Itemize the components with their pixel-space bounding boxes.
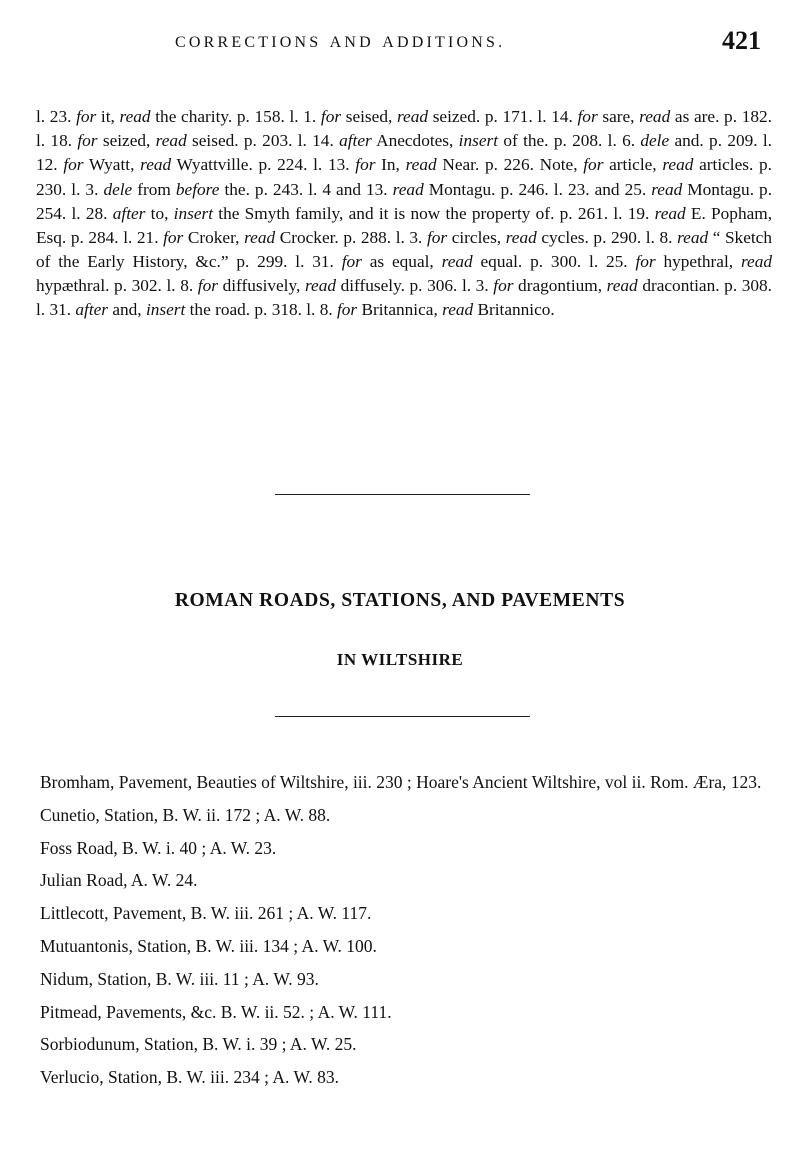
correction-keyword: read [405, 155, 437, 175]
correction-keyword: for [77, 131, 98, 151]
section-title: ROMAN ROADS, STATIONS, AND PAVEMENTS [174, 590, 626, 611]
list-item: Sorbiodunum, Station, B. W. i. 39 ; A. W. 25. [40, 1034, 357, 1055]
correction-keyword: before [175, 179, 220, 199]
list-item: Nidum, Station, B. W. iii. 11 ; A. W. 93. [40, 968, 319, 989]
correction-keyword: insert [458, 131, 499, 151]
correction-keyword: read [740, 251, 772, 271]
correction-keyword: for [320, 107, 342, 127]
correction-keyword: for [336, 300, 358, 320]
correction-keyword: read [244, 227, 276, 247]
correction-keyword: after [75, 300, 109, 320]
correction-keyword: for [355, 155, 376, 175]
correction-keyword: for [63, 155, 84, 175]
correction-keyword: read [140, 155, 172, 175]
section-divider-top [275, 494, 530, 495]
correction-keyword: for [426, 227, 448, 247]
correction-keyword: read [392, 179, 424, 199]
list-item: Mutuantonis, Station, B. W. iii. 134 ; A. W. 100. [40, 935, 377, 956]
correction-keyword: for [197, 275, 218, 295]
correction-keyword: read [639, 107, 671, 127]
correction-keyword: read [606, 275, 638, 295]
correction-keyword: read [442, 300, 474, 320]
list-item: Foss Road, B. W. i. 40 ; A. W. 23. [40, 837, 277, 858]
correction-keyword: insert [173, 203, 214, 223]
list-item: Pitmead, Pavements, &c. B. W. ii. 52. ; A. W. 111. [40, 1001, 392, 1022]
correction-keyword: read [505, 227, 537, 247]
correction-keyword: read [662, 155, 694, 175]
correction-keyword: after [112, 203, 146, 223]
page-number: 421 [722, 26, 761, 55]
correction-keyword: read [119, 107, 151, 127]
correction-keyword: read [441, 251, 473, 271]
correction-keyword: read [396, 107, 429, 127]
section-subtitle: IN WILTSHIRE [336, 650, 464, 669]
section-divider-bottom [275, 716, 530, 717]
correction-keyword: read [651, 179, 683, 199]
correction-keyword: read [677, 227, 709, 247]
list-item: Julian Road, A. W. 24. [40, 870, 198, 891]
list-item: Cunetio, Station, B. W. ii. 172 ; A. W. 88. [40, 804, 331, 825]
correction-keyword: dele [103, 179, 133, 199]
correction-keyword: after [339, 131, 372, 151]
correction-keyword: insert [145, 300, 186, 320]
correction-keyword: dele [640, 131, 670, 151]
correction-keyword: for [583, 155, 604, 175]
list-item: Littlecott, Pavement, B. W. iii. 261 ; A. W. 117. [40, 903, 372, 924]
list-item: Verlucio, Station, B. W. iii. 234 ; A. W. 83. [40, 1067, 339, 1088]
correction-keyword: read [155, 131, 187, 151]
correction-keyword: for [493, 275, 514, 295]
correction-keyword: for [341, 251, 362, 271]
correction-keyword: read [654, 203, 686, 223]
correction-keyword: for [163, 227, 184, 247]
corrections-paragraph: l. 23. for it, read the charity. p. 158. l. 1. for seised, read seized. p. 171. l. 14. for sare, read as are. p. 182. l. 18. for seized, read seised. p. 203. l. 14. after Anecdotes, insert of the. p. 208. l. 6. dele and. p. 209. l. 12. for Wyatt, read Wyattville. p. 224. l. 13. for In, read Near. p. 226. Note, for article, read articles. p. 230. l. 3. dele from before the. p. 243. l. 4 and 13. read Montagu. p. 246. l. 23. and 25. read Montagu. p. 254. l. 28. after to, insert the Smyth family, and it is now the property of. p. 261. l. 19. read E. Popham, Esq. p. 284. l. 21. for Croker, read Crocker. p. 288. l. 3. for circles, read cycles. p. 290. l. 8. read “ Sketch of the Early History, &c.” p. 299. l. 31. for as equal, read equal. p. 300. l. 25. for hypethral, read hypæthral. p. 302. l. 8. for diffusively, read diffusely. p. 306. l. 3. for dragontium, read dracontian. p. 308. l. 31. after and, insert the road. p. 318. l. 8. for Britannica, read Britannico. [36, 107, 773, 320]
correction-keyword: read [304, 275, 336, 295]
running-head-title: CORRECTIONS AND ADDITIONS. [175, 34, 506, 51]
list-item: Bromham, Pavement, Beauties of Wiltshire, iii. 230 ; Hoare's Ancient Wiltshire, vol ii. Rom. Æra, 123. [40, 772, 762, 792]
roman-sites-list [40, 766, 775, 1094]
correction-keyword: for [635, 251, 656, 271]
correction-keyword: for [577, 107, 598, 127]
correction-keyword: for [76, 107, 97, 127]
running-head [0, 28, 800, 58]
